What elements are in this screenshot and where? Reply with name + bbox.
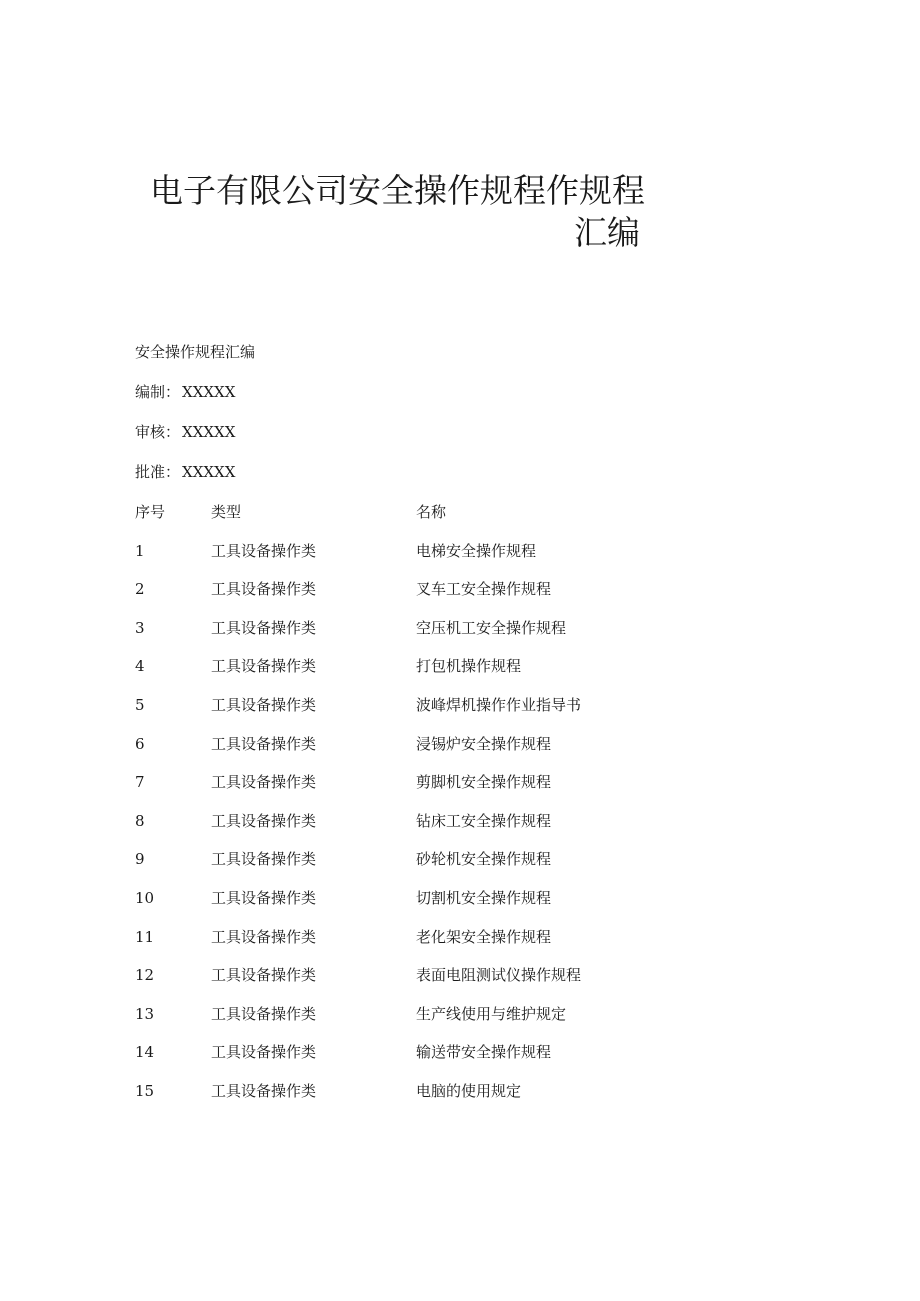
table-row <box>135 849 695 888</box>
procedure-index-table <box>135 502 695 1120</box>
row-number: 11 <box>135 927 155 946</box>
row-name: 生产线使用与维护规定 <box>416 1004 567 1023</box>
row-type: 工具设备操作类 <box>211 734 317 753</box>
row-type: 工具设备操作类 <box>211 580 317 599</box>
row-number: 10 <box>135 888 155 907</box>
row-number: 8 <box>135 811 145 830</box>
row-type: 工具设备操作类 <box>211 1004 317 1023</box>
row-name: 钻床工安全操作规程 <box>416 811 552 830</box>
table-header-row <box>135 502 695 541</box>
row-name: 电脑的使用规定 <box>416 1081 522 1100</box>
row-type: 工具设备操作类 <box>211 811 317 830</box>
table-row <box>135 772 695 811</box>
meta-label: 审核： <box>135 423 181 441</box>
table-row <box>135 811 695 850</box>
row-number: 5 <box>135 695 145 714</box>
row-name: 浸锡炉安全操作规程 <box>416 734 552 753</box>
table-row <box>135 579 695 618</box>
row-name: 空压机工安全操作规程 <box>416 618 567 637</box>
document-title-line-1: 电子有限公司安全操作规程作规程 <box>150 171 645 210</box>
document-title <box>150 170 645 254</box>
row-number: 12 <box>135 966 155 985</box>
row-number: 6 <box>135 734 145 753</box>
meta-label: 编制： <box>135 383 181 401</box>
row-type: 工具设备操作类 <box>211 657 317 676</box>
row-number: 9 <box>135 850 145 869</box>
table-row <box>135 541 695 580</box>
row-name: 电梯安全操作规程 <box>416 541 537 560</box>
meta-approved-by <box>135 462 235 482</box>
row-number: 1 <box>135 541 145 560</box>
header-name: 名称 <box>416 503 447 521</box>
row-name: 砂轮机安全操作规程 <box>416 850 552 869</box>
table-row <box>135 927 695 966</box>
row-number: 13 <box>135 1004 155 1023</box>
row-type: 工具设备操作类 <box>211 966 317 985</box>
table-row <box>135 1004 695 1043</box>
table-row <box>135 618 695 657</box>
row-type: 工具设备操作类 <box>211 1081 317 1100</box>
row-name: 叉车工安全操作规程 <box>416 580 552 599</box>
row-name: 切割机安全操作规程 <box>416 888 552 907</box>
meta-value: XXXXX <box>182 463 236 481</box>
row-number: 4 <box>135 657 145 676</box>
row-type: 工具设备操作类 <box>211 888 317 907</box>
meta-compiled-by <box>135 382 235 402</box>
row-type: 工具设备操作类 <box>211 773 317 792</box>
table-row <box>135 734 695 773</box>
row-type: 工具设备操作类 <box>211 541 317 560</box>
row-type: 工具设备操作类 <box>211 850 317 869</box>
row-number: 15 <box>135 1081 155 1100</box>
table-row <box>135 1042 695 1081</box>
row-type: 工具设备操作类 <box>211 618 317 637</box>
row-name: 打包机操作规程 <box>416 657 522 676</box>
meta-label: 批准： <box>135 463 181 481</box>
row-type: 工具设备操作类 <box>211 927 317 946</box>
document-subtitle: 安全操作规程汇编 <box>135 343 256 361</box>
row-name: 表面电阻测试仪操作规程 <box>416 966 582 985</box>
table-row <box>135 1081 695 1120</box>
row-number: 3 <box>135 618 145 637</box>
row-name: 输送带安全操作规程 <box>416 1043 552 1062</box>
row-type: 工具设备操作类 <box>211 695 317 714</box>
document-title-line-2: 汇编 <box>574 213 640 252</box>
row-number: 14 <box>135 1043 155 1062</box>
row-number: 7 <box>135 773 145 792</box>
meta-value: XXXXX <box>182 423 236 441</box>
table-row <box>135 888 695 927</box>
row-name: 剪脚机安全操作规程 <box>416 773 552 792</box>
row-name: 老化架安全操作规程 <box>416 927 552 946</box>
table-row <box>135 656 695 695</box>
table-row <box>135 965 695 1004</box>
row-name: 波峰焊机操作作业指导书 <box>416 695 582 714</box>
meta-value: XXXXX <box>182 383 236 401</box>
header-number: 序号 <box>135 503 166 521</box>
header-type: 类型 <box>211 503 242 521</box>
meta-reviewed-by <box>135 422 235 442</box>
row-number: 2 <box>135 580 145 599</box>
table-row <box>135 695 695 734</box>
row-type: 工具设备操作类 <box>211 1043 317 1062</box>
